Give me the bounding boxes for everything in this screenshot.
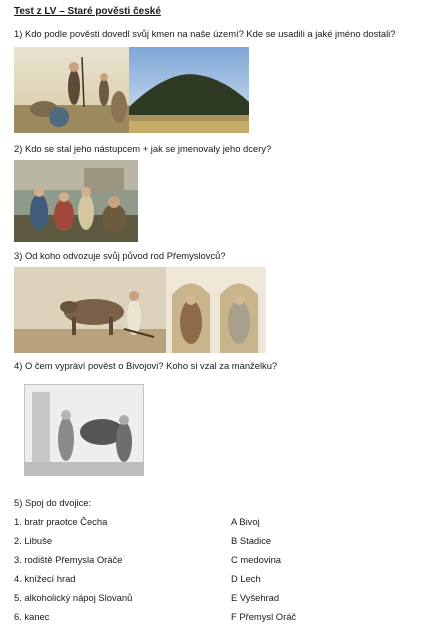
pair-left-6: 6. kanec bbox=[14, 611, 50, 622]
pair-left-3: 3. rodiště Přemysla Oráče bbox=[14, 554, 123, 565]
illustration-krok-daughters bbox=[14, 160, 138, 242]
page-title: Test z LV – Staré pověsti české bbox=[14, 6, 161, 17]
illustration-premysl-fresco bbox=[166, 267, 266, 353]
pair-right-b: B Stadice bbox=[231, 535, 272, 546]
illustration-praotec-cech bbox=[14, 47, 129, 133]
pair-right-a: A Bivoj bbox=[231, 516, 260, 527]
question-3: 3) Od koho odvozuje svůj původ rod Přemyslovců? bbox=[14, 250, 226, 261]
pair-right-f: F Přemysl Oráč bbox=[231, 611, 297, 622]
illustration-premysl-orac bbox=[14, 267, 166, 353]
question-4: 4) O čem vypráví pověst o Bivojovi? Koho si vzal za manželku? bbox=[14, 360, 278, 371]
pair-left-4: 4. knížecí hrad bbox=[14, 573, 76, 584]
pair-right-e: E Vyšehrad bbox=[231, 592, 280, 603]
question-5: 5) Spoj do dvojice: bbox=[14, 497, 92, 508]
pair-left-2: 2. Libuše bbox=[14, 535, 53, 546]
illustration-rip-hill bbox=[129, 47, 249, 133]
pair-left-5: 5. alkoholický nápoj Slovanů bbox=[14, 592, 133, 603]
question-1: 1) Kdo podle pověsti dovedl svůj kmen na naše území? Kde se usadili a jaké jméno dostali? bbox=[14, 28, 396, 39]
question-2: 2) Kdo se stal jeho nástupcem + jak se jmenovaly jeho dcery? bbox=[14, 143, 272, 154]
pair-right-d: D Lech bbox=[231, 573, 261, 584]
pair-left-1: 1. bratr praotce Čecha bbox=[14, 516, 108, 527]
pair-right-c: C medovina bbox=[231, 554, 282, 565]
illustration-bivoj bbox=[24, 384, 144, 476]
